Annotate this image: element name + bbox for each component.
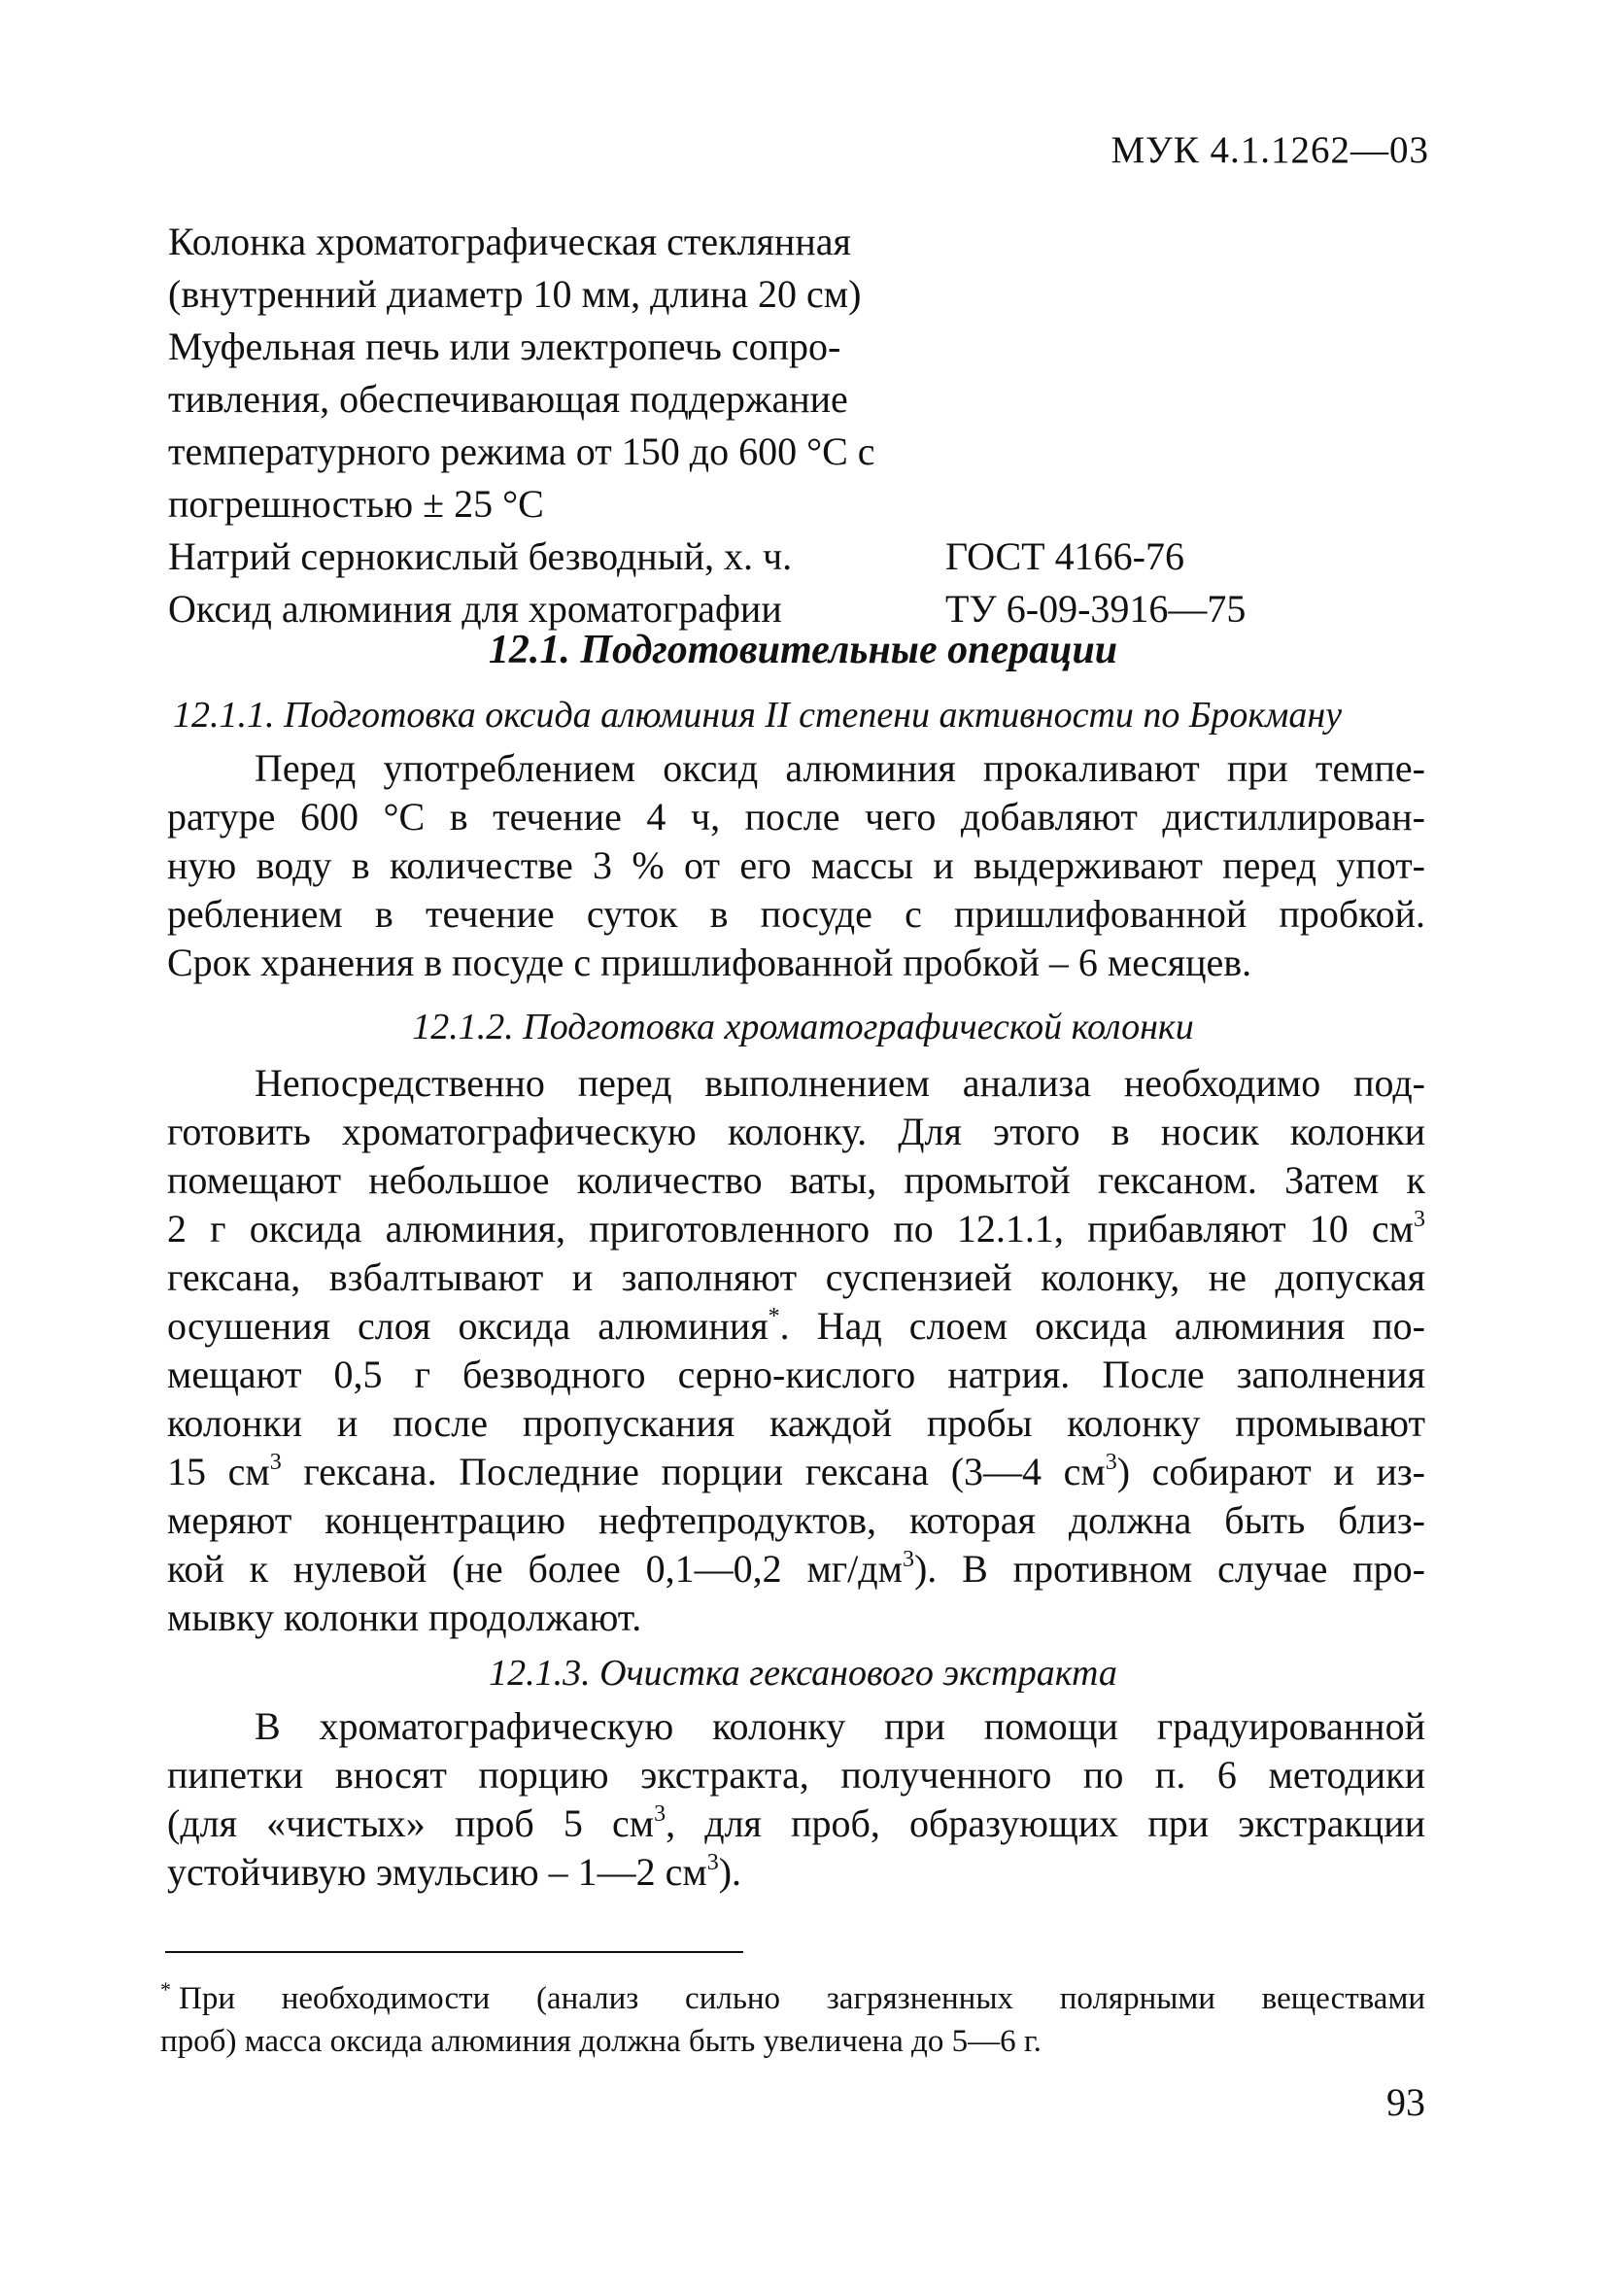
equipment-row bbox=[168, 478, 1431, 531]
equipment-name: Колонка хроматографическая стеклянная bbox=[168, 220, 851, 263]
text-fragment: . Над слоем оксида алюминия по- bbox=[779, 1304, 1425, 1348]
text-line bbox=[167, 1205, 1425, 1253]
text-line bbox=[167, 1848, 1425, 1897]
text-line: Срок хранения в посуде с пришлифованной пробкой – 6 месяцев. bbox=[167, 941, 1252, 984]
text-line: помещают небольшое количество ваты, промытой гексаном. Затем к bbox=[167, 1158, 1425, 1202]
equipment-row bbox=[168, 531, 1431, 583]
equipment-name: тивления, обеспечивающая поддержание bbox=[168, 377, 848, 421]
text-line: реблением в течение суток в посуде с пришлифованной пробкой. bbox=[167, 892, 1425, 936]
text-fragment: осушения слоя оксида алюминия bbox=[167, 1304, 769, 1348]
footnote bbox=[160, 1977, 1425, 2063]
equipment-standard: ТУ 6-09-3916—75 bbox=[945, 587, 1247, 631]
footnote-marker: * bbox=[768, 1304, 780, 1329]
paragraph-column-preparation bbox=[167, 1059, 1425, 1642]
subsection-heading-3: 12.1.3. Очистка гексанового экстракта bbox=[489, 1653, 1117, 1694]
paragraph-alumina-preparation bbox=[167, 744, 1425, 987]
text-line: гексана, взбалтывают и заполняют суспензией колонку, не допуская bbox=[167, 1255, 1425, 1299]
superscript-3: 3 bbox=[1105, 1450, 1117, 1475]
equipment-name: температурного режима от 150 до 600 °С с bbox=[168, 429, 875, 473]
equipment-list bbox=[168, 216, 1431, 635]
footnote-line bbox=[160, 1977, 1425, 2020]
subsection-heading-2: 12.1.2. Подготовка хроматографической колонки bbox=[412, 1007, 1194, 1047]
text-fragment: 15 см bbox=[167, 1450, 270, 1493]
equipment-row bbox=[168, 268, 1431, 321]
equipment-row bbox=[168, 321, 1431, 373]
text-fragment: ) собирают и из- bbox=[1116, 1450, 1425, 1493]
text-fragment: кой к нулевой (не более 0,1—0,2 мг/дм bbox=[167, 1547, 903, 1591]
text-fragment: (для «чистых» проб 5 см bbox=[167, 1801, 655, 1845]
text-fragment: гексана. Последние порции гексана (3—4 см bbox=[281, 1450, 1106, 1493]
text-line bbox=[167, 1545, 1425, 1593]
equipment-row bbox=[168, 426, 1431, 478]
document-code: МУК 4.1.1262—03 bbox=[1111, 129, 1429, 171]
equipment-row bbox=[168, 373, 1431, 426]
subsection-heading-1: 12.1.1. Подготовка оксида алюминия II степени активности по Брокману bbox=[173, 695, 1343, 736]
paragraph-extract-cleanup bbox=[167, 1702, 1425, 1897]
footnote-line: проб) масса оксида алюминия должна быть увеличена до 5—6 г. bbox=[160, 2024, 1042, 2059]
text-line: Непосредственно перед выполнением анализа необходимо под- bbox=[255, 1061, 1425, 1105]
text-line bbox=[167, 1302, 1425, 1351]
superscript-3: 3 bbox=[706, 1850, 719, 1875]
text-fragment: устойчивую эмульсию – 1—2 см bbox=[167, 1850, 707, 1894]
text-line bbox=[167, 1448, 1425, 1496]
text-line bbox=[167, 1799, 1425, 1848]
superscript-3: 3 bbox=[269, 1450, 282, 1475]
text-line: ную воду в количестве 3 % от его массы и выдерживают перед упот- bbox=[167, 843, 1425, 887]
superscript-3: 3 bbox=[1414, 1207, 1425, 1232]
equipment-name: Натрий сернокислый безводный, х. ч. bbox=[168, 534, 793, 578]
equipment-name: погрешностью ± 25 °С bbox=[168, 482, 544, 526]
footnote-divider bbox=[165, 1951, 743, 1953]
text-line: пипетки вносят порцию экстракта, полученного по п. 6 методики bbox=[167, 1753, 1425, 1797]
text-fragment: , для проб, образующих при экстракции bbox=[666, 1801, 1426, 1845]
equipment-name: Муфельная печь или электропечь сопро- bbox=[168, 325, 841, 368]
equipment-name: Оксид алюминия для хроматографии bbox=[168, 587, 782, 631]
text-line: ратуре 600 °С в течение 4 ч, после чего добавляют дистиллирован- bbox=[167, 795, 1425, 839]
text-line: колонки и после пропускания каждой пробы колонку промывают bbox=[167, 1401, 1425, 1445]
superscript-3: 3 bbox=[654, 1801, 666, 1827]
text-line: Перед употреблением оксид алюминия прокаливают при темпе- bbox=[255, 746, 1425, 790]
equipment-row bbox=[168, 216, 1431, 268]
page-number: 93 bbox=[1386, 2080, 1425, 2124]
text-line: мещают 0,5 г безводного серно-кислого натрия. После заполнения bbox=[167, 1353, 1425, 1396]
text-line: мывку колонки продолжают. bbox=[167, 1595, 642, 1639]
footnote-marker: * bbox=[160, 1977, 171, 2002]
section-heading: 12.1. Подготовительные операции bbox=[488, 628, 1118, 672]
text-line: готовить хроматографическую колонку. Для этого в носик колонки bbox=[167, 1110, 1425, 1153]
text-fragment: ). bbox=[718, 1850, 742, 1894]
text-fragment: ). В противном случае про- bbox=[913, 1547, 1425, 1591]
equipment-name: (внутренний диаметр 10 мм, длина 20 см) bbox=[168, 272, 862, 316]
superscript-3: 3 bbox=[902, 1547, 914, 1572]
text-line: В хроматографическую колонку при помощи градуированной bbox=[255, 1704, 1425, 1748]
text-fragment: При необходимости (анализ сильно загрязненных полярными веществами bbox=[179, 1981, 1425, 2016]
text-fragment: 2 г оксида алюминия, приготовленного по 12.1.1, прибавляют 10 см bbox=[167, 1207, 1414, 1251]
equipment-standard: ГОСТ 4166-76 bbox=[945, 534, 1184, 578]
text-line: меряют концентрацию нефтепродуктов, которая должна быть близ- bbox=[167, 1498, 1425, 1542]
